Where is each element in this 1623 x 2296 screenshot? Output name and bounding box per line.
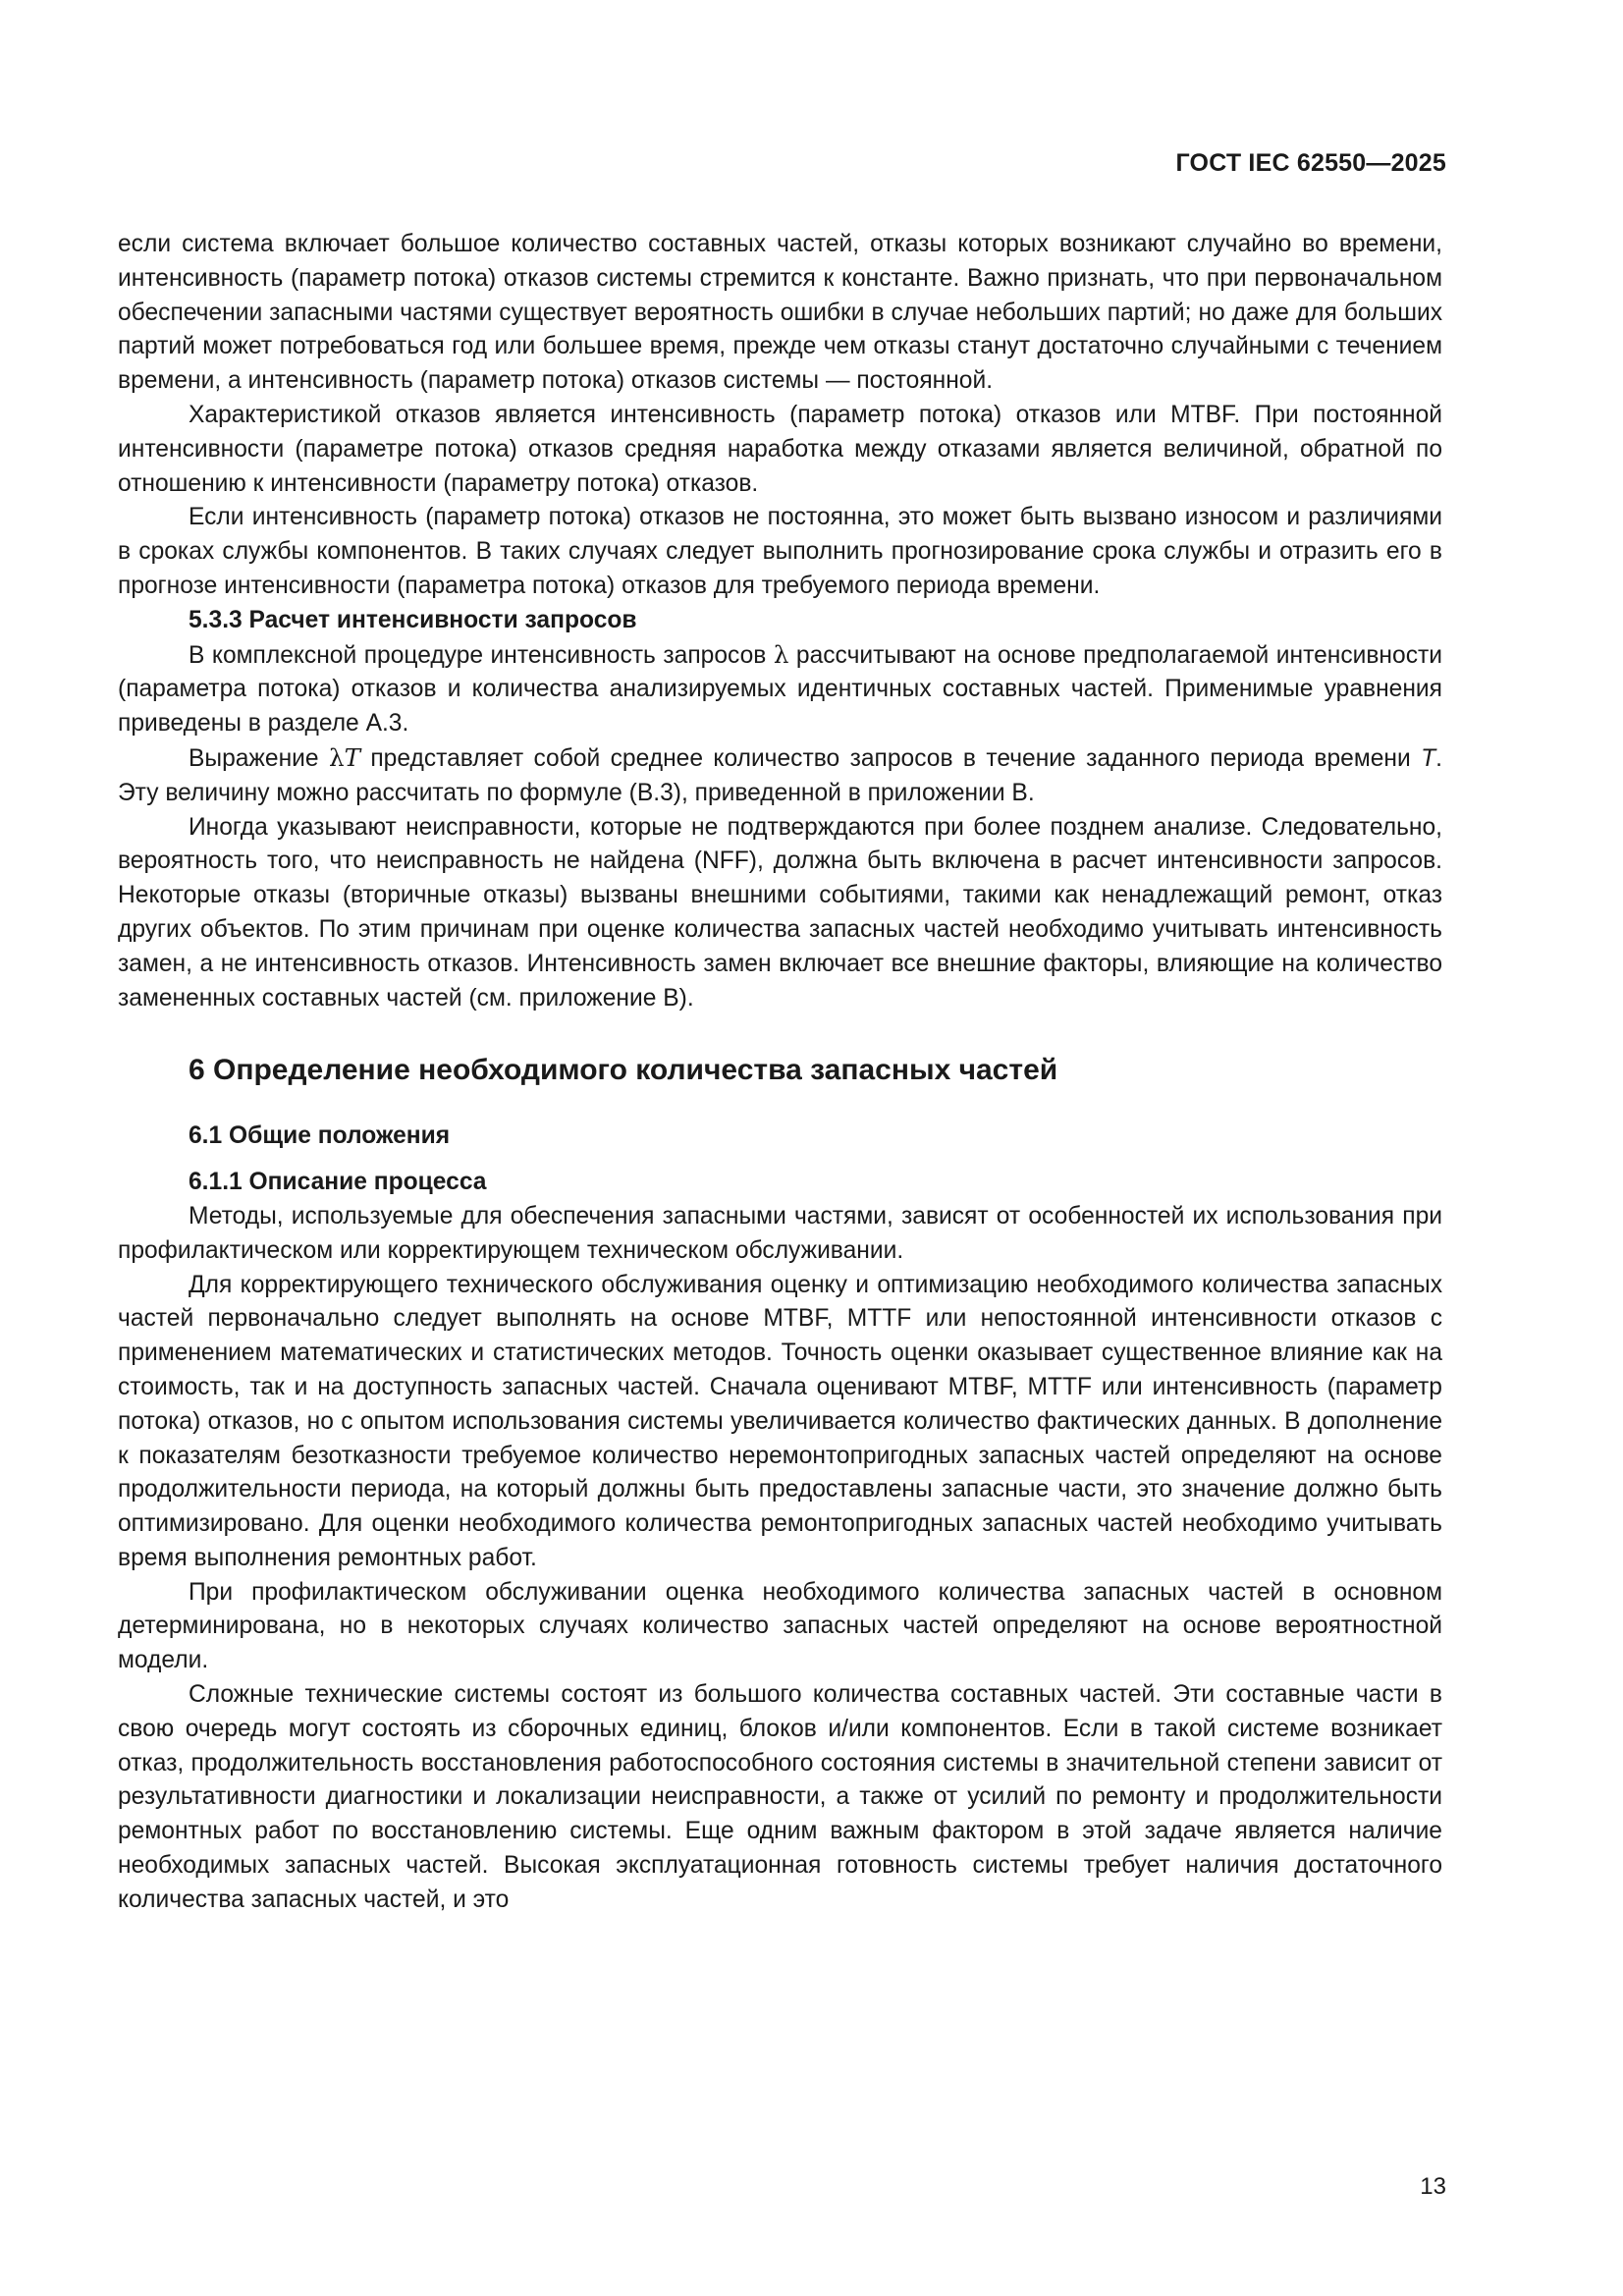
text-fragment: Выражение bbox=[189, 744, 329, 772]
paragraph-complex-systems: Сложные технические системы состоят из большого количества составных частей. Эти составные части в свою очередь могут состоять из сборочных единиц, блоков и/или компонентов. Если в такой системе возникает отказ, продолжительность восстановления работоспособного состояния системы в значительной степени зависит от результативности диагностики и локализации неисправности, а также от усилий по ремонту и продолжительности ремонтных работ по восстановлению системы. Еще одним важным фактором в этой задаче является наличие необходимых запасных частей. Высокая эксплуатационная готовность системы требует наличия достаточного количества запасных частей, и это bbox=[118, 1681, 1442, 1913]
text-fragment: представляет собой среднее количество запросов в течение заданного периода времени bbox=[359, 744, 1422, 772]
heading-5-3-3: 5.3.3 Расчет интенсивности запросов bbox=[189, 606, 637, 633]
paragraph-preventive-maintenance: При профилактическом обслуживании оценка необходимого количества запасных частей в основном детерминирована, но в некоторых случаях количество запасных частей определяют на основе вероятностной модели. bbox=[118, 1578, 1442, 1674]
text-fragment: . Эту величину можно рассчитать по формуле (В.3), приведенной в приложении В. bbox=[118, 744, 1442, 806]
heading-6-1: 6.1 Общие положения bbox=[189, 1122, 451, 1150]
document-designation: ГОСТ IEC 62550—2025 bbox=[1175, 149, 1446, 177]
text-fragment: В комплексной процедуре интенсивность запросов bbox=[189, 641, 774, 669]
lambda-symbol: λ bbox=[328, 742, 345, 772]
paragraph-request-rate bbox=[118, 638, 1442, 741]
paragraph-nff: Иногда указывают неисправности, которые не подтверждаются при более позднем анализе. Следовательно, вероятность того, что неисправность не найдена (NFF), должна быть включена в расчет интенсивности запросов. Некоторые отказы (вторичные отказы) вызваны внешними событиями, такими как ненадлежащий ремонт, отказ других объектов. По этим причинам при оценке количества запасных частей необходимо учитывать интенсивность замен, а не интенсивность отказов. Интенсивность замен включает все внешние факторы, влияющие на количество замененных составных частей (см. приложение В). bbox=[118, 813, 1442, 1011]
lambda-symbol: λ bbox=[773, 639, 789, 669]
paragraph-lambda-t bbox=[118, 741, 1442, 811]
page-content bbox=[118, 228, 1442, 1918]
paragraph-continuation: если система включает большое количество составных частей, отказы которых возникают случайно во времени, интенсивность (параметр потока) отказов системы стремится к константе. Важно признать, что при первоначальном обеспечении запасными частями существует вероятность ошибки в случае небольших партий; но даже для больших партий может потребоваться год или большее время, прежде чем отказы станут достаточно случайными с течением времени, а интенсивность (параметр потока) отказов системы — постоянной. bbox=[118, 231, 1442, 395]
paragraph-corrective-maintenance: Для корректирующего технического обслуживания оценку и оптимизацию необходимого количества запасных частей первоначально следует выполнять на основе MTBF, MTTF или непостоянной интенсивности отказов с применением математических и статистических методов. Точность оценки оказывает существенное влияние как на стоимость, так и на доступность запасных частей. Сначала оценивают MTBF, MTTF или интенсивность (параметр потока) отказов, но с опытом использования системы увеличивается количество фактических данных. В дополнение к показателям безотказности требуемое количество неремонтопригодных запасных частей определяют на основе продолжительности периода, на который должны быть предоставлены запасные части, это значение должно быть оптимизировано. Для оценки необходимого количества ремонтопригодных запасных частей необходимо учитывать время выполнения ремонтных работ. bbox=[118, 1271, 1442, 1571]
heading-6-1-1: 6.1.1 Описание процесса bbox=[189, 1169, 487, 1196]
heading-section-6: 6 Определение необходимого количества запасных частей bbox=[189, 1054, 1058, 1087]
t-variable: T bbox=[1421, 744, 1436, 772]
page-number: 13 bbox=[1420, 2173, 1446, 2200]
paragraph-failure-characteristic: Характеристикой отказов является интенсивность (параметр потока) отказов или MTBF. При постоянной интенсивности (параметре потока) отказов средняя наработка между отказами является величиной, обратной по отношению к интенсивности (параметру потока) отказов. bbox=[118, 401, 1442, 497]
t-symbol: T bbox=[344, 742, 360, 772]
paragraph-methods: Методы, используемые для обеспечения запасными частями, зависят от особенностей их использования при профилактическом или корректирующем техническом обслуживании. bbox=[118, 1202, 1442, 1264]
paragraph-nonconstant-rate: Если интенсивность (параметр потока) отказов не постоянна, это может быть вызвано износом и различиями в сроках службы компонентов. В таких случаях следует выполнить прогнозирование срока службы и отразить его в прогнозе интенсивности (параметра потока) отказов для требуемого периода времени. bbox=[118, 504, 1442, 599]
text-fragment: рассчитывают на основе предполагаемой интенсивности (параметра потока) отказов и количества анализируемых идентичных составных частей. Применимые уравнения приведены в разделе А.3. bbox=[118, 641, 1442, 738]
